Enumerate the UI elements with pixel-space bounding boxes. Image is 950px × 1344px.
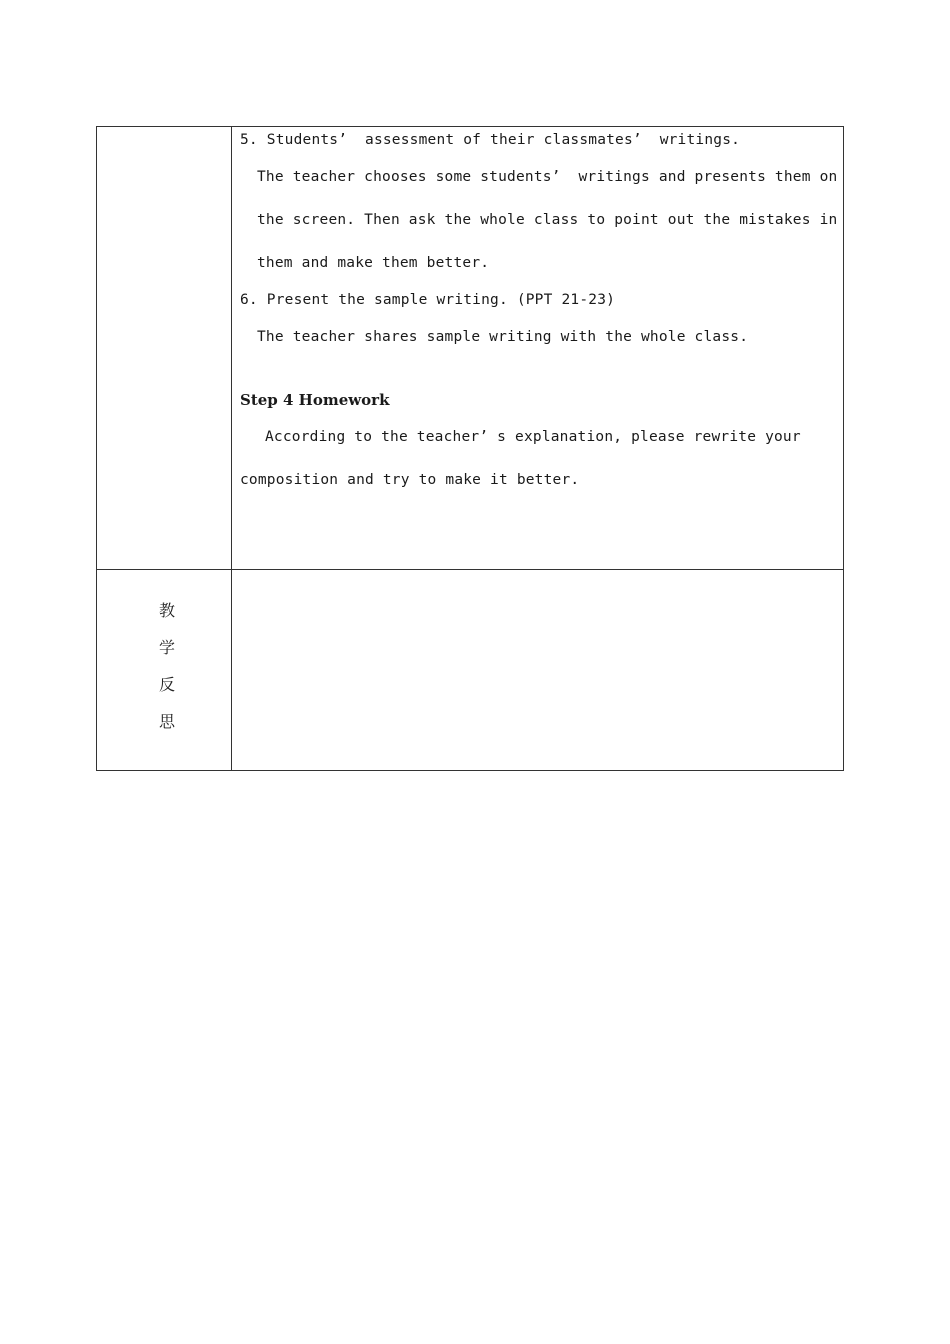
- reflection-char-1: 教: [158, 601, 175, 620]
- reflection-label-cell: [97, 570, 232, 771]
- lesson-plan-table: [96, 126, 844, 771]
- reflection-char-2: 学: [158, 638, 175, 657]
- item5-body-line-1: The teacher chooses some students’ writings and presents them on: [257, 169, 838, 185]
- reflection-content-cell: [232, 570, 844, 771]
- step4-body-line-2: composition and try to make it better.: [240, 472, 580, 488]
- item5-body-line-3: them and make them better.: [257, 255, 490, 271]
- table-row: [97, 570, 844, 771]
- reflection-label: [97, 570, 231, 770]
- table-row: [97, 127, 844, 570]
- left-label-cell: [97, 127, 232, 570]
- item6-body: The teacher shares sample writing with the whole class.: [257, 329, 749, 345]
- step4-body-line-1: According to the teacher’ s explanation, please rewrite your: [265, 429, 801, 445]
- item5-title: 5. Students’ assessment of their classmates’ writings.: [240, 132, 741, 148]
- item5-body-line-2: the screen. Then ask the whole class to point out the mistakes in: [257, 212, 838, 228]
- item6-title: 6. Present the sample writing. (PPT 21-23): [240, 292, 616, 308]
- procedure-cell: [232, 127, 844, 570]
- reflection-char-4: 思: [158, 712, 175, 731]
- reflection-char-3: 反: [158, 675, 175, 694]
- step4-heading: Step 4 Homework: [240, 391, 390, 409]
